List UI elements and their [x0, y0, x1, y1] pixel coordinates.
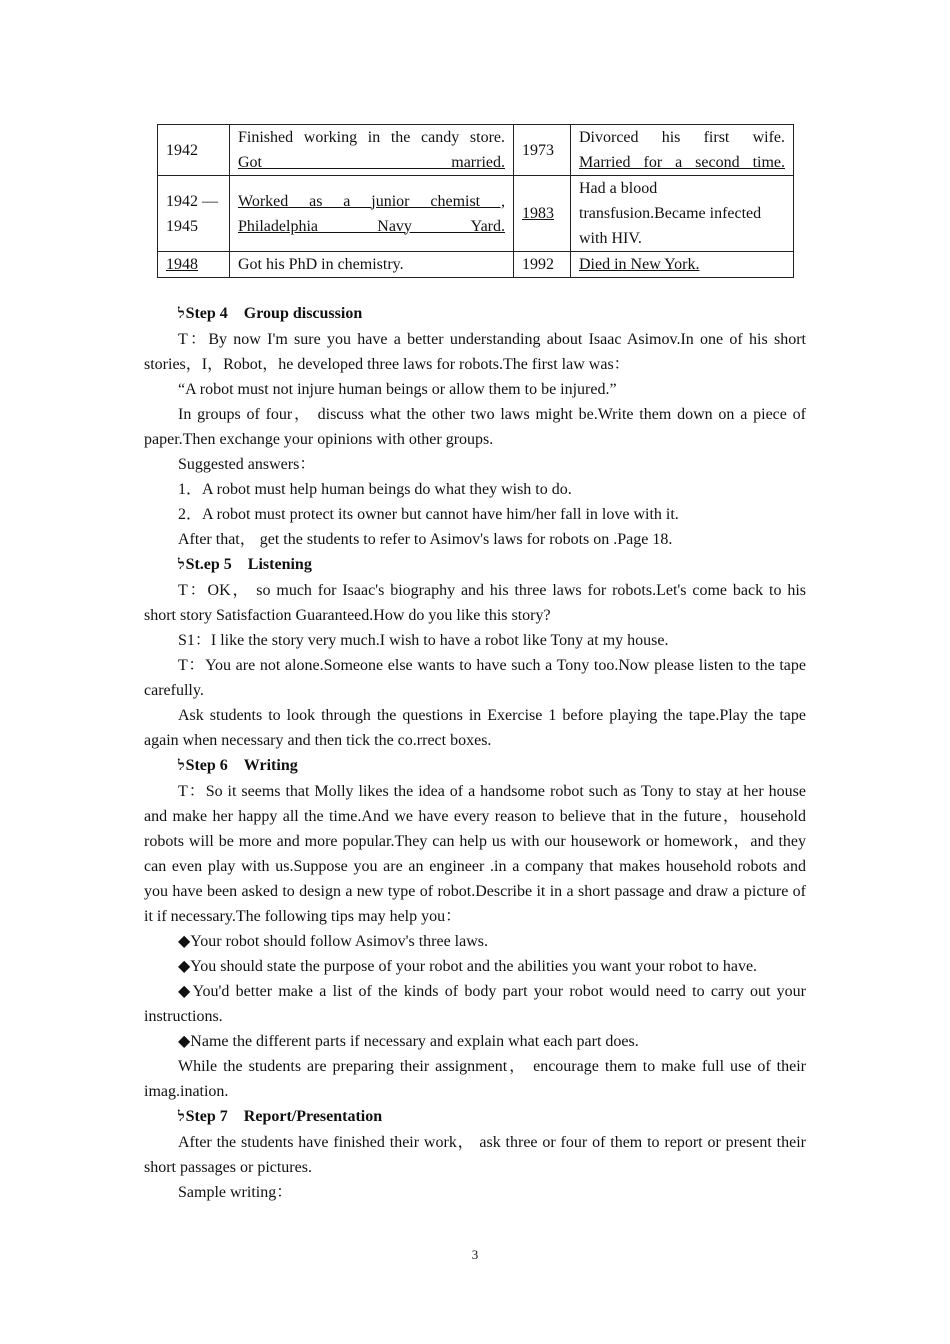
step-heading: לStep 7 Report/Presentation: [178, 1108, 383, 1125]
paragraph: In groups of four， discuss what the other two laws might be.Write them down on a piece of paper.Then exchange your opinions with other groups.: [144, 406, 806, 448]
year-cell: 1983: [514, 176, 571, 252]
step-marker: ל: [178, 558, 185, 573]
event-cell: Divorced his first wife. Married for a second time.: [571, 125, 794, 176]
year-cell: 1973: [514, 125, 571, 176]
year-cell: 1942 — 1945: [158, 176, 230, 252]
year-cell: 1948: [158, 252, 230, 278]
tip-item: ◆Your robot should follow Asimov's three laws.: [178, 933, 489, 950]
step-heading: לSt.ep 5 Listening: [178, 556, 312, 573]
step-marker: ל: [178, 1110, 185, 1125]
table-row: [158, 176, 794, 252]
paragraph: Sample writing：: [178, 1184, 293, 1201]
list-item: 1．A robot must help human beings do what they wish to do.: [178, 481, 572, 498]
paragraph: T：OK， so much for Isaac's biography and his three laws for robots.Let's come back to his short story Satisfaction Guaranteed.How do you like this story?: [144, 582, 806, 624]
event-cell: Finished working in the candy store. Got married.: [230, 125, 514, 176]
year-cell: 1942: [158, 125, 230, 176]
paragraph: Ask students to look through the questions in Exercise 1 before playing the tape.Play the tape again when necessary and then tick the co.rrect boxes.: [144, 707, 806, 749]
page-number: 3: [471, 1247, 479, 1262]
tip-item: ◆You should state the purpose of your robot and the abilities you want your robot to have.: [178, 958, 758, 975]
event-cell: Died in New York.: [571, 252, 794, 278]
paragraph: While the students are preparing their assignment， encourage them to make full use of their imag.ination.: [144, 1058, 806, 1100]
year-cell: 1992: [514, 252, 571, 278]
paragraph: “A robot must not injure human beings or allow them to be injured.”: [178, 381, 617, 398]
paragraph: After that， get the students to refer to Asimov's laws for robots on .Page 18.: [178, 531, 673, 548]
paragraph: T：So it seems that Molly likes the idea of a handsome robot such as Tony to stay at her house and make her happy all the time.And we have every reason to believe that in the future，household robots will be more and more popular.They can help us with our housework or homework，and they can even play with us.Suppose you are an engineer .in a company that makes household robots and you have been asked to design a new type of robot.Describe it in a short passage and draw a picture of it if necessary.The following tips may help you：: [144, 783, 806, 925]
table-row: [158, 125, 794, 176]
tip-item: ◆Name the different parts if necessary and explain what each part does.: [178, 1033, 639, 1050]
paragraph: Suggested answers：: [178, 456, 316, 473]
asimov-timeline-table: [157, 124, 794, 278]
table-row: [158, 252, 794, 278]
event-cell: Worked as a junior chemist , Philadelphia Navy Yard.: [230, 176, 514, 252]
step-marker: ל: [178, 759, 185, 774]
step-marker: ל: [178, 307, 185, 322]
step-heading: לStep 4 Group discussion: [178, 305, 363, 322]
paragraph: T：By now I'm sure you have a better understanding about Isaac Asimov.In one of his short stories，I，Robot，he developed three laws for robots.The first law was：: [144, 331, 806, 373]
tip-item: ◆You'd better make a list of the kinds of body part your robot would need to carry out your instructions.: [144, 983, 806, 1025]
paragraph: S1：I like the story very much.I wish to have a robot like Tony at my house.: [178, 632, 669, 649]
lesson-body: [144, 301, 806, 1205]
event-cell: Got his PhD in chemistry.: [230, 252, 514, 278]
event-cell: Had a blood transfusion.Became infected with HIV.: [571, 176, 794, 252]
step-heading: לStep 6 Writing: [178, 757, 298, 774]
paragraph: After the students have finished their work， ask three or four of them to report or present their short passages or pictures.: [144, 1134, 806, 1176]
paragraph: T：You are not alone.Someone else wants to have such a Tony too.Now please listen to the tape carefully.: [144, 657, 806, 699]
list-item: 2．A robot must protect its owner but cannot have him/her fall in love with it.: [178, 506, 679, 523]
